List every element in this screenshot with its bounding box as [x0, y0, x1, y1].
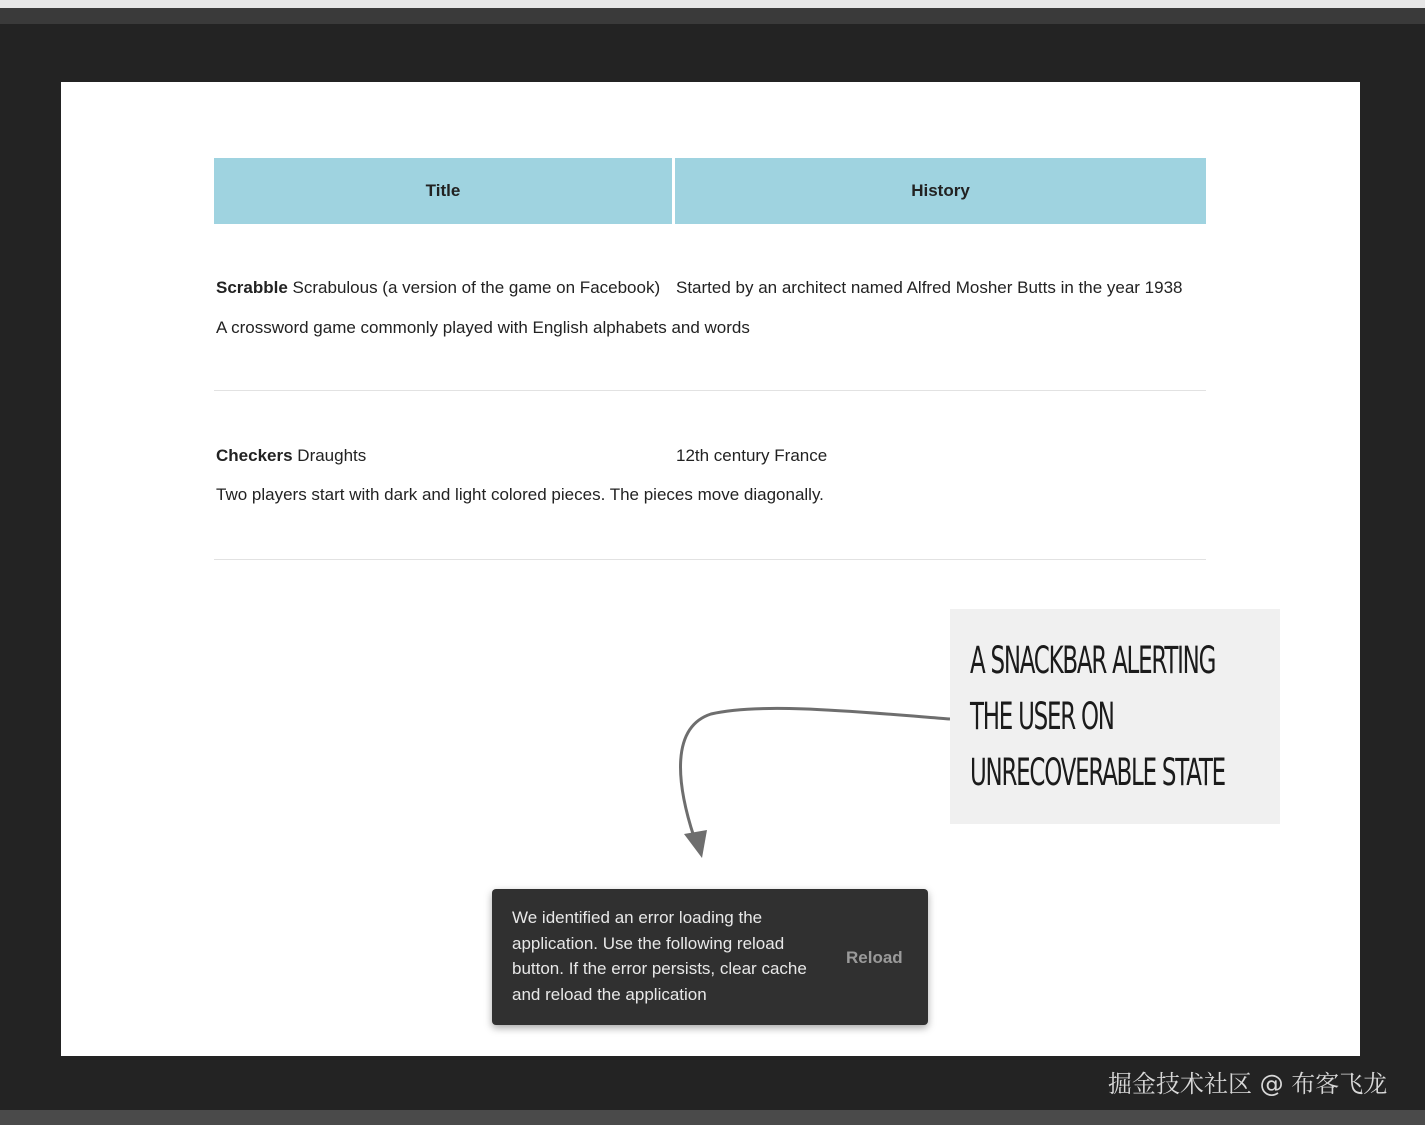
- row-history-cell: Started by an architect named Alfred Mosher Butts in the year 1938: [676, 278, 1183, 297]
- row-title-alias: Scrabulous (a version of the game on Facebook): [287, 278, 661, 297]
- row-history-cell: 12th century France: [676, 446, 828, 465]
- row-title-name: Checkers: [216, 446, 293, 465]
- row-title-alias: Draughts: [292, 446, 367, 465]
- column-header-title[interactable]: Title: [214, 158, 672, 224]
- error-snackbar: [492, 889, 928, 1025]
- row-title-name: Scrabble: [216, 278, 288, 297]
- row-description: Two players start with dark and light colored pieces. The pieces move diagonally.: [216, 485, 824, 504]
- column-header-history[interactable]: History: [675, 158, 1206, 224]
- reload-button[interactable]: Reload: [846, 948, 903, 967]
- device-top-bar: [0, 8, 1425, 24]
- watermark: 掘金技术社区 @ 布客飞龙: [1108, 1070, 1388, 1098]
- device-bottom-bar: [0, 1110, 1425, 1125]
- top-edge-strip: [0, 0, 1425, 8]
- row-description: A crossword game commonly played with English alphabets and words: [216, 318, 750, 337]
- annotation-callout: [950, 609, 1280, 824]
- app-screen: [61, 82, 1360, 1056]
- snackbar-message: We identified an error loading the application. Use the following reload button. If the error persists, clear cache and reload the application: [512, 908, 807, 1004]
- annotation-callout-text: A SNACKBAR ALERTING THE USER ON UNRECOVERABLE STATE: [970, 639, 1225, 794]
